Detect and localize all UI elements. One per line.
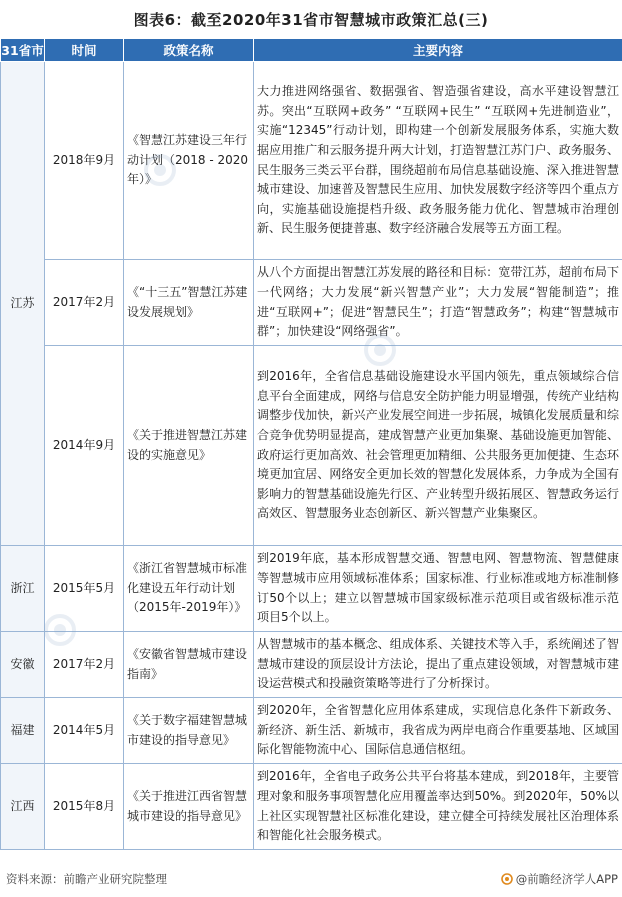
- time-cell: 2015年8月: [45, 764, 124, 850]
- table-header-row: [1, 39, 622, 62]
- table-row: [1, 346, 622, 546]
- watermark-logo-icon: [40, 610, 100, 650]
- time-cell: 2017年2月: [45, 632, 124, 698]
- content-cell: 到2019年底，基本形成智慧交通、智慧电网、智慧物流、智慧健康等智慧城市应用领域标准体系；国家标准、行业标准或地方标准制修订50个以上；建立以智慧城市国家级标准示范项目或省级标准示范项目5个以上。: [254, 546, 622, 632]
- table-row: [1, 764, 622, 850]
- policy-name-cell: 《关于数字福建智慧城市建设的指导意见》: [124, 698, 254, 764]
- province-cell: 浙江: [1, 546, 45, 632]
- policy-name-cell: 《关于推进智慧江苏建设的实施意见》: [124, 346, 254, 546]
- province-cell: 江西: [1, 764, 45, 850]
- policy-name-cell: 《安徽省智慧城市建设指南》: [124, 632, 254, 698]
- header-time: 时间: [45, 39, 124, 62]
- page-title: 图表6：截至2020年31省市智慧城市政策汇总(三): [133, 10, 489, 29]
- header-policy-name: 政策名称: [124, 39, 254, 62]
- watermark-logo-icon: [360, 330, 420, 370]
- content-cell: 大力推进网络强省、数据强省、智造强省建设，高水平建设智慧江苏。突出“互联网+政务” “互联网+民生” “互联网+先进制造业”，实施“12345”行动计划，即构建一个创新发展服务体系，实施大数据应用推广和云服务提升两大计划，打造智慧江苏门户、政务服务、民生服务三类云平台群，围绕超前布局信息基础设施、深入推进智慧城市建设、加速普及智慧民生应用、加快发展数字经济等四个重点方向，实施基础设施提档升级、政务服务能力优化、智慧城市治理创新、民生服务便捷普惠、数字经济融合发展等五方面工程。: [254, 62, 622, 260]
- content-cell: 从八个方面提出智慧江苏发展的路径和目标：宽带江苏，超前布局下一代网络；大力发展“新兴智慧产业”；大力发展“智能制造”；推进“互联网+”；促进“智慧民生”；打造“智慧政务”；构建“智慧城市群”；加快建设“网络强省”。: [254, 260, 622, 346]
- time-cell: 2015年5月: [45, 546, 124, 632]
- table-row: [1, 62, 622, 260]
- content-cell: 到2016年，全省信息基础设施建设水平国内领先，重点领域综合信息平台全面建成，网络与信息安全防护能力明显增强，传统产业结构调整步伐加快，新兴产业发展空间进一步拓展，城镇化发展质量和综合竞争优势明显提高，建成智慧产业更加集聚、基础设施更加智能、政府运行更加高效、社会管理更加精细、公共服务更加便捷、生态环境更加宜居、网络安全更加长效的智慧化发展体系，力争成为全国有影响力的智慧基础设施先行区、产业转型升级拓展区、智慧政务运行高效区、智慧服务业态创新区、新兴智慧产业集聚区。: [254, 346, 622, 546]
- policy-name-cell: 《智慧江苏建设三年行动计划（2018 - 2020年）》: [124, 62, 254, 260]
- table-row: [1, 260, 622, 346]
- province-cell: 江苏: [1, 62, 45, 546]
- header-province: 31省市: [1, 39, 45, 62]
- footer: [0, 868, 622, 890]
- time-cell: 2017年2月: [45, 260, 124, 346]
- content-cell: 从智慧城市的基本概念、组成体系、关键技术等入手，系统阐述了智慧城市建设的顶层设计方法论，提出了重点建设领域，对智慧城市建设运营模式和投融资策略等进行了分析探讨。: [254, 632, 622, 698]
- policy-table: [0, 38, 622, 850]
- watermark-logo-icon: [140, 150, 200, 190]
- brand-logo-icon: [501, 873, 513, 885]
- source-note: 资料来源：前瞻产业研究院整理: [6, 872, 167, 886]
- time-cell: 2014年9月: [45, 346, 124, 546]
- content-cell: 到2020年，全省智慧化应用体系建成，实现信息化条件下新政务、新经济、新生活、新城市，我省成为两岸电商合作重要基地、区域国际化智能物流中心、国际信息通信枢纽。: [254, 698, 622, 764]
- time-cell: 2018年9月: [45, 62, 124, 260]
- policy-name-cell: 《浙江省智慧城市标准化建设五年行动计划（2015年-2019年）》: [124, 546, 254, 632]
- table-row: [1, 698, 622, 764]
- content-cell: 到2016年，全省电子政务公共平台将基本建成，到2018年，主要管理对象和服务事项智慧化应用覆盖率达到50%。到2020年，50%以上社区实现智慧社区标准化建设，建立健全可持续发展社区治理体系和智能化社会服务模式。: [254, 764, 622, 850]
- brand-credit: [501, 871, 618, 887]
- policy-name-cell: 《“十三五”智慧江苏建设发展规划》: [124, 260, 254, 346]
- policy-name-cell: 《关于推进江西省智慧城市建设的指导意见》: [124, 764, 254, 850]
- time-cell: 2014年5月: [45, 698, 124, 764]
- province-cell: 福建: [1, 698, 45, 764]
- header-main-content: 主要内容: [254, 39, 622, 62]
- brand-text: @前瞻经济学人APP: [515, 872, 618, 886]
- province-cell: 安徽: [1, 632, 45, 698]
